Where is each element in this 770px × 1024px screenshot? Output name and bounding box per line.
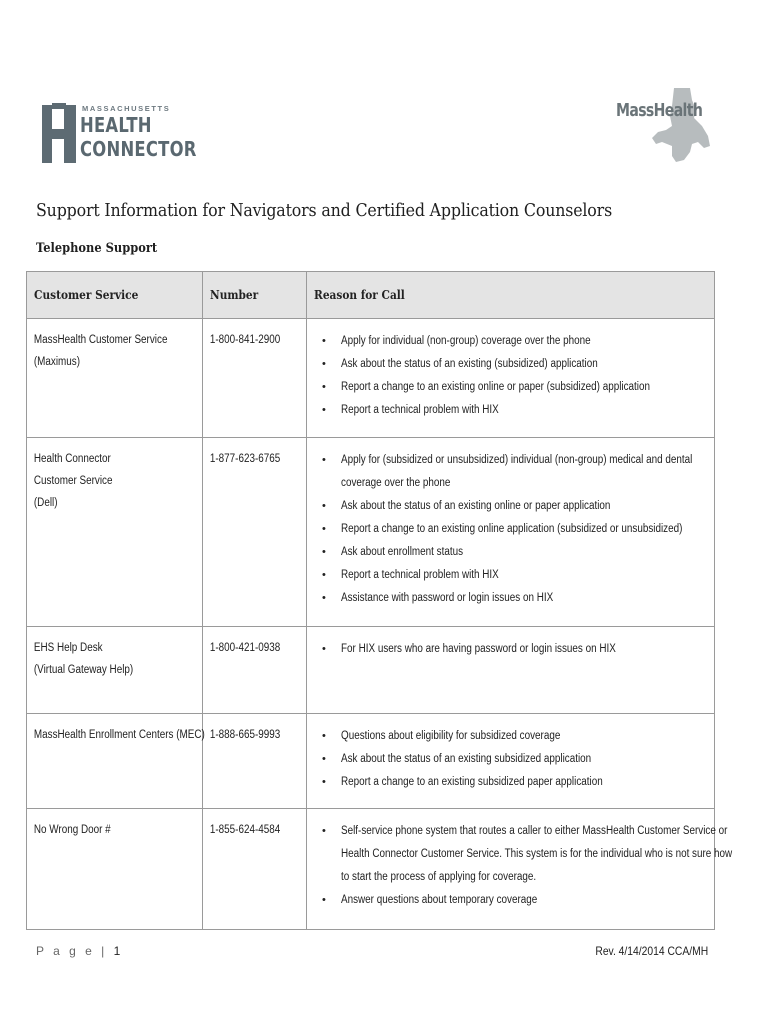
phone-number: 1-888-665-9993 — [209, 729, 281, 741]
col-header-reason: Reason for Call — [314, 288, 405, 302]
masshealth-logo — [612, 86, 712, 164]
page-label: P a g e — [36, 944, 95, 958]
page-footer-number: P a g e | 1 — [36, 944, 121, 958]
masshealth-logo-text: MassHealth — [616, 100, 703, 121]
table-header-row — [27, 272, 715, 319]
list-item: • Ask about the status of an existing (subsidized) application — [307, 353, 714, 376]
col-header-service: Customer Service — [34, 288, 139, 302]
health-connector-logo — [42, 103, 197, 167]
list-item: • Ask about enrollment status — [307, 541, 714, 564]
revision-label: Rev. 4/14/2014 CCA/MH — [595, 944, 708, 958]
table-row — [27, 627, 715, 714]
reason-list — [307, 438, 714, 610]
list-item: • Questions about eligibility for subsidized coverage — [307, 725, 714, 748]
service-name: MassHealth Customer Service (Maximus) — [33, 334, 168, 368]
list-item: • For HIX users who are having password or login issues on HIX — [307, 638, 714, 661]
service-name: Health Connector Customer Service (Dell) — [33, 453, 113, 509]
table-row — [27, 319, 715, 438]
reason-list — [307, 627, 714, 661]
list-item: • Apply for (subsidized or unsubsidized) individual (non-group) medical and dental coverage over the phone — [307, 449, 714, 495]
table-row — [27, 809, 715, 930]
page-number: 1 — [113, 944, 121, 958]
health-connector-mark-icon — [42, 103, 78, 163]
list-item: • Ask about the status of an existing subsidized application — [307, 748, 714, 771]
massachusetts-map-icon — [612, 86, 712, 164]
logo-line-1: HEALTH — [80, 113, 152, 137]
list-item: • Report a technical problem with HIX — [307, 399, 714, 422]
phone-number: 1-800-421-0938 — [209, 642, 281, 654]
list-item: • Self-service phone system that routes a caller to either MassHealth Customer Service or Health Connector Customer Service. This system is for the individual who is not sure how to start the process of applying for coverage. — [307, 820, 714, 889]
section-heading: Telephone Support — [36, 241, 158, 256]
service-name: No Wrong Door # — [33, 824, 111, 836]
table-row — [27, 438, 715, 627]
reason-list — [307, 809, 733, 912]
service-name: EHS Help Desk (Virtual Gateway Help) — [33, 642, 134, 676]
list-item: • Report a technical problem with HIX — [307, 564, 714, 587]
reason-list — [307, 714, 714, 794]
logo-line-2: CONNECTOR — [80, 137, 197, 161]
phone-number: 1-800-841-2900 — [209, 334, 281, 346]
service-name: MassHealth Enrollment Centers (MEC) — [33, 729, 205, 741]
support-table — [26, 271, 733, 930]
phone-number: 1-877-623-6765 — [209, 453, 281, 465]
list-item: • Report a change to an existing subsidized paper application — [307, 771, 714, 794]
reason-list — [307, 319, 714, 422]
logo-state-text: MASSACHUSETTS — [82, 104, 171, 113]
list-item: • Answer questions about temporary coverage — [307, 889, 714, 912]
page-title: Support Information for Navigators and Certified Application Counselors — [36, 200, 613, 221]
list-item: • Report a change to an existing online or paper (subsidized) application — [307, 376, 714, 399]
list-item: • Report a change to an existing online application (subsidized or unsubsidized) — [307, 518, 714, 541]
phone-number: 1-855-624-4584 — [209, 824, 281, 836]
list-item: • Ask about the status of an existing online or paper application — [307, 495, 714, 518]
col-header-number: Number — [210, 288, 259, 302]
table-row — [27, 714, 715, 809]
list-item: • Assistance with password or login issues on HIX — [307, 587, 714, 610]
list-item: • Apply for individual (non-group) coverage over the phone — [307, 330, 714, 353]
